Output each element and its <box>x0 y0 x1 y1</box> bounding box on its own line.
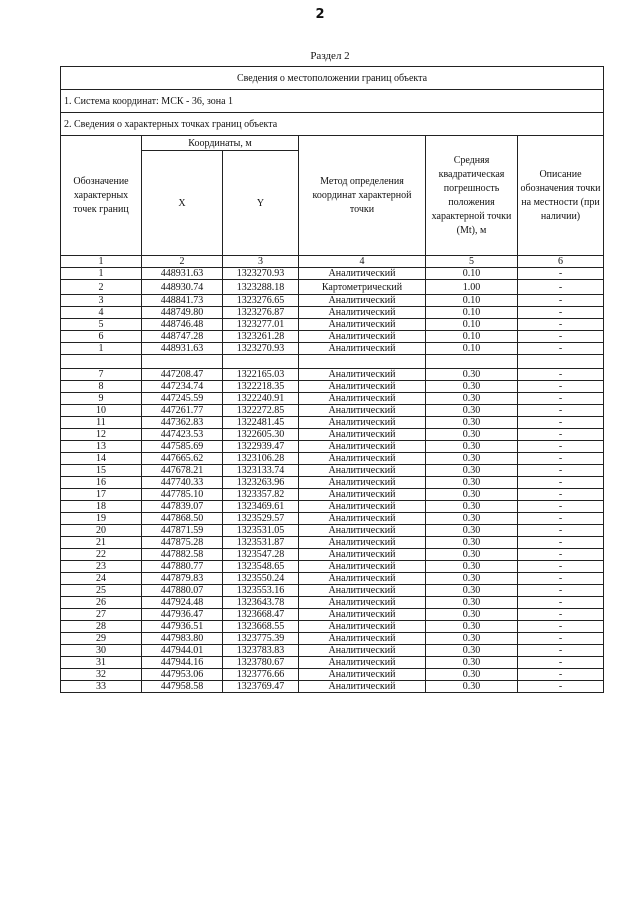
table-row <box>61 429 604 441</box>
cell-method: Аналитический <box>299 393 426 405</box>
table-row <box>61 319 604 331</box>
cell-point-id: 19 <box>61 513 142 525</box>
cell-x: 447839.07 <box>142 501 223 513</box>
cell-description: - <box>518 669 604 681</box>
cell-method: Аналитический <box>299 465 426 477</box>
cell-point-id: 17 <box>61 489 142 501</box>
cell-point-id: 32 <box>61 669 142 681</box>
cell-method: Аналитический <box>299 585 426 597</box>
header-description: Описание обозначения точки на местности (при наличии) <box>518 136 604 256</box>
cell-description: - <box>518 280 604 295</box>
cell-description: - <box>518 441 604 453</box>
cell-x: 447880.77 <box>142 561 223 573</box>
cell-accuracy: 0.10 <box>426 295 518 307</box>
cell-method: Аналитический <box>299 561 426 573</box>
cell-method: Аналитический <box>299 513 426 525</box>
section-label: Раздел 2 <box>310 50 350 62</box>
cell-accuracy: 0.10 <box>426 307 518 319</box>
cell-accuracy: 0.10 <box>426 319 518 331</box>
column-number: 4 <box>299 256 426 268</box>
cell-x: 447868.50 <box>142 513 223 525</box>
cell-x: 447944.16 <box>142 657 223 669</box>
cell-accuracy: 0.30 <box>426 369 518 381</box>
table-row <box>61 561 604 573</box>
cell-method: Аналитический <box>299 657 426 669</box>
cell-accuracy: 0.30 <box>426 393 518 405</box>
cell-point-id: 29 <box>61 633 142 645</box>
cell-y: 1323529.57 <box>223 513 299 525</box>
cell-y: 1323780.67 <box>223 657 299 669</box>
cell-accuracy: 0.30 <box>426 441 518 453</box>
cell-y: 1323263.96 <box>223 477 299 489</box>
cell-y: 1323548.65 <box>223 561 299 573</box>
table-row <box>61 525 604 537</box>
cell-accuracy: 1.00 <box>426 280 518 295</box>
cell-point-id: 30 <box>61 645 142 657</box>
cell-y: 1323550.24 <box>223 573 299 585</box>
table-row <box>61 331 604 343</box>
cell-x: 447678.21 <box>142 465 223 477</box>
cell-y: 1322605.30 <box>223 429 299 441</box>
cell-description: - <box>518 429 604 441</box>
cell-description: - <box>518 657 604 669</box>
cell-accuracy: 0.30 <box>426 489 518 501</box>
cell-accuracy: 0.30 <box>426 405 518 417</box>
table-row <box>61 585 604 597</box>
cell-accuracy: 0.30 <box>426 669 518 681</box>
cell-accuracy: 0.10 <box>426 268 518 280</box>
header-method: Метод определения координат характерной точки <box>299 136 426 256</box>
cell-accuracy: 0.30 <box>426 573 518 585</box>
table-row <box>61 268 604 280</box>
cell-accuracy <box>426 355 518 369</box>
cell-accuracy: 0.30 <box>426 453 518 465</box>
cell-description: - <box>518 537 604 549</box>
header-y: Y <box>223 151 299 256</box>
cell-point-id: 33 <box>61 681 142 693</box>
cell-method: Аналитический <box>299 669 426 681</box>
cell-x: 447880.07 <box>142 585 223 597</box>
cell-method: Аналитический <box>299 633 426 645</box>
cell-y: 1323643.78 <box>223 597 299 609</box>
cell-method: Аналитический <box>299 331 426 343</box>
cell-description: - <box>518 307 604 319</box>
cell-x: 447740.33 <box>142 477 223 489</box>
cell-point-id: 21 <box>61 537 142 549</box>
cell-accuracy: 0.30 <box>426 513 518 525</box>
cell-y: 1323769.47 <box>223 681 299 693</box>
table-row <box>61 381 604 393</box>
cell-method: Аналитический <box>299 429 426 441</box>
cell-accuracy: 0.30 <box>426 501 518 513</box>
cell-method: Аналитический <box>299 417 426 429</box>
cell-method: Аналитический <box>299 453 426 465</box>
cell-method: Аналитический <box>299 369 426 381</box>
table-row <box>61 355 604 369</box>
table-row <box>61 645 604 657</box>
cell-point-id: 4 <box>61 307 142 319</box>
cell-y: 1323776.66 <box>223 669 299 681</box>
cell-x: 447362.83 <box>142 417 223 429</box>
cell-accuracy: 0.30 <box>426 381 518 393</box>
cell-y: 1323277.01 <box>223 319 299 331</box>
cell-x: 447882.58 <box>142 549 223 561</box>
cell-x: 447936.51 <box>142 621 223 633</box>
cell-x: 448746.48 <box>142 319 223 331</box>
cell-x: 447944.01 <box>142 645 223 657</box>
cell-point-id: 20 <box>61 525 142 537</box>
cell-x: 447234.74 <box>142 381 223 393</box>
cell-y: 1323553.16 <box>223 585 299 597</box>
cell-description: - <box>518 343 604 355</box>
cell-description: - <box>518 549 604 561</box>
cell-x: 447208.47 <box>142 369 223 381</box>
cell-y: 1323357.82 <box>223 489 299 501</box>
table-row <box>61 369 604 381</box>
cell-point-id: 3 <box>61 295 142 307</box>
cell-accuracy: 0.30 <box>426 681 518 693</box>
cell-y: 1323276.87 <box>223 307 299 319</box>
cell-accuracy: 0.30 <box>426 633 518 645</box>
table-row <box>61 393 604 405</box>
cell-method: Аналитический <box>299 549 426 561</box>
cell-accuracy: 0.10 <box>426 343 518 355</box>
cell-description: - <box>518 405 604 417</box>
cell-y: 1322218.35 <box>223 381 299 393</box>
cell-method: Аналитический <box>299 681 426 693</box>
column-number: 3 <box>223 256 299 268</box>
cell-description: - <box>518 295 604 307</box>
cell-y: 1322165.03 <box>223 369 299 381</box>
cell-accuracy: 0.30 <box>426 477 518 489</box>
cell-accuracy: 0.30 <box>426 417 518 429</box>
cell-y: 1322481.45 <box>223 417 299 429</box>
cell-accuracy: 0.10 <box>426 331 518 343</box>
table-row <box>61 343 604 355</box>
cell-method: Аналитический <box>299 645 426 657</box>
points-heading: 2. Сведения о характерных точках границ объекта <box>61 113 604 136</box>
cell-y: 1323270.93 <box>223 343 299 355</box>
cell-accuracy: 0.30 <box>426 525 518 537</box>
cell-x: 447245.59 <box>142 393 223 405</box>
cell-point-id: 8 <box>61 381 142 393</box>
cell-accuracy: 0.30 <box>426 609 518 621</box>
cell-x: 447585.69 <box>142 441 223 453</box>
cell-method: Аналитический <box>299 405 426 417</box>
table-row <box>61 477 604 489</box>
cell-method: Аналитический <box>299 441 426 453</box>
cell-point-id: 31 <box>61 657 142 669</box>
cell-x: 447261.77 <box>142 405 223 417</box>
cell-description: - <box>518 621 604 633</box>
cell-description: - <box>518 453 604 465</box>
cell-description: - <box>518 645 604 657</box>
cell-method: Аналитический <box>299 501 426 513</box>
cell-y: 1323261.28 <box>223 331 299 343</box>
cell-y: 1322240.91 <box>223 393 299 405</box>
cell-y: 1323276.65 <box>223 295 299 307</box>
cell-point-id: 1 <box>61 268 142 280</box>
table-row <box>61 465 604 477</box>
cell-description: - <box>518 597 604 609</box>
cell-method: Аналитический <box>299 489 426 501</box>
cell-accuracy: 0.30 <box>426 597 518 609</box>
cell-accuracy: 0.30 <box>426 621 518 633</box>
cell-description: - <box>518 319 604 331</box>
table-row <box>61 669 604 681</box>
cell-y: 1323668.47 <box>223 609 299 621</box>
cell-description: - <box>518 561 604 573</box>
cell-y: 1323469.61 <box>223 501 299 513</box>
table-row <box>61 513 604 525</box>
cell-x: 448747.28 <box>142 331 223 343</box>
cell-method: Аналитический <box>299 319 426 331</box>
cell-point-id: 10 <box>61 405 142 417</box>
cell-description: - <box>518 585 604 597</box>
cell-y: 1323531.87 <box>223 537 299 549</box>
table-row <box>61 597 604 609</box>
header-accuracy: Средняя квадратическая погрешность положения характерной точки (Mt), м <box>426 136 518 256</box>
cell-point-id: 9 <box>61 393 142 405</box>
cell-x: 448931.63 <box>142 268 223 280</box>
cell-point-id: 24 <box>61 573 142 585</box>
cell-description: - <box>518 513 604 525</box>
cell-x: 447875.28 <box>142 537 223 549</box>
table-row <box>61 489 604 501</box>
table-row <box>61 633 604 645</box>
cell-method <box>299 355 426 369</box>
cell-y: 1323106.28 <box>223 453 299 465</box>
table-row <box>61 621 604 633</box>
cell-description: - <box>518 465 604 477</box>
cell-x: 448930.74 <box>142 280 223 295</box>
table-row <box>61 417 604 429</box>
table-row <box>61 657 604 669</box>
cell-x: 447958.58 <box>142 681 223 693</box>
cell-description: - <box>518 417 604 429</box>
cell-point-id: 7 <box>61 369 142 381</box>
cell-point-id: 11 <box>61 417 142 429</box>
cell-description: - <box>518 609 604 621</box>
page-number: 2 <box>315 7 325 22</box>
cell-method: Аналитический <box>299 609 426 621</box>
cell-point-id: 14 <box>61 453 142 465</box>
cell-point-id: 6 <box>61 331 142 343</box>
cell-description: - <box>518 633 604 645</box>
cell-x: 448931.63 <box>142 343 223 355</box>
cell-x: 447953.06 <box>142 669 223 681</box>
cell-description: - <box>518 573 604 585</box>
cell-accuracy: 0.30 <box>426 549 518 561</box>
table-row <box>61 501 604 513</box>
cell-x <box>142 355 223 369</box>
cell-method: Аналитический <box>299 381 426 393</box>
cell-y: 1323775.39 <box>223 633 299 645</box>
table-title: Сведения о местоположении границ объекта <box>61 67 604 90</box>
cell-y: 1323547.28 <box>223 549 299 561</box>
cell-point-id: 15 <box>61 465 142 477</box>
cell-x: 447936.47 <box>142 609 223 621</box>
cell-x: 447785.10 <box>142 489 223 501</box>
cell-point-id: 2 <box>61 280 142 295</box>
header-designation: Обозначение характерных точек границ <box>61 136 142 256</box>
cell-point-id: 28 <box>61 621 142 633</box>
cell-y: 1323288.18 <box>223 280 299 295</box>
boundary-points-table <box>60 66 604 693</box>
cell-y: 1323133.74 <box>223 465 299 477</box>
cell-point-id: 12 <box>61 429 142 441</box>
cell-y: 1322939.47 <box>223 441 299 453</box>
cell-description: - <box>518 477 604 489</box>
table-row <box>61 441 604 453</box>
cell-x: 447924.48 <box>142 597 223 609</box>
cell-description: - <box>518 331 604 343</box>
cell-method: Аналитический <box>299 525 426 537</box>
cell-accuracy: 0.30 <box>426 645 518 657</box>
cell-x: 448841.73 <box>142 295 223 307</box>
cell-description: - <box>518 393 604 405</box>
cell-point-id: 16 <box>61 477 142 489</box>
table-row <box>61 549 604 561</box>
cell-method: Аналитический <box>299 343 426 355</box>
column-number: 2 <box>142 256 223 268</box>
cell-method: Картометрический <box>299 280 426 295</box>
table-row <box>61 681 604 693</box>
cell-method: Аналитический <box>299 621 426 633</box>
table-row <box>61 537 604 549</box>
cell-method: Аналитический <box>299 597 426 609</box>
cell-y: 1323668.55 <box>223 621 299 633</box>
table-row <box>61 573 604 585</box>
cell-y: 1322272.85 <box>223 405 299 417</box>
cell-x: 447871.59 <box>142 525 223 537</box>
table-row <box>61 295 604 307</box>
cell-accuracy: 0.30 <box>426 465 518 477</box>
cell-method: Аналитический <box>299 477 426 489</box>
cell-accuracy: 0.30 <box>426 429 518 441</box>
column-number: 1 <box>61 256 142 268</box>
cell-x: 447665.62 <box>142 453 223 465</box>
cell-point-id: 18 <box>61 501 142 513</box>
cell-point-id: 13 <box>61 441 142 453</box>
table-row <box>61 405 604 417</box>
cell-accuracy: 0.30 <box>426 561 518 573</box>
cell-method: Аналитический <box>299 537 426 549</box>
cell-method: Аналитический <box>299 268 426 280</box>
cell-point-id <box>61 355 142 369</box>
table-row <box>61 307 604 319</box>
table-row <box>61 280 604 295</box>
cell-accuracy: 0.30 <box>426 537 518 549</box>
cell-x: 447423.53 <box>142 429 223 441</box>
column-number: 6 <box>518 256 604 268</box>
cell-point-id: 25 <box>61 585 142 597</box>
cell-method: Аналитический <box>299 573 426 585</box>
cell-y: 1323783.83 <box>223 645 299 657</box>
table-body <box>61 268 604 693</box>
cell-description <box>518 355 604 369</box>
header-coordinates: Координаты, м <box>142 136 299 151</box>
table-row <box>61 609 604 621</box>
cell-description: - <box>518 268 604 280</box>
cell-y: 1323270.93 <box>223 268 299 280</box>
cell-accuracy: 0.30 <box>426 585 518 597</box>
cell-point-id: 26 <box>61 597 142 609</box>
cell-point-id: 27 <box>61 609 142 621</box>
cell-x: 448749.80 <box>142 307 223 319</box>
cell-description: - <box>518 489 604 501</box>
cell-method: Аналитический <box>299 295 426 307</box>
cell-description: - <box>518 381 604 393</box>
coordinate-system: 1. Система координат: МСК - 36, зона 1 <box>61 90 604 113</box>
cell-point-id: 22 <box>61 549 142 561</box>
cell-description: - <box>518 681 604 693</box>
cell-x: 447983.80 <box>142 633 223 645</box>
table-row <box>61 453 604 465</box>
header-x: X <box>142 151 223 256</box>
cell-point-id: 23 <box>61 561 142 573</box>
cell-description: - <box>518 501 604 513</box>
cell-y: 1323531.05 <box>223 525 299 537</box>
cell-point-id: 1 <box>61 343 142 355</box>
cell-method: Аналитический <box>299 307 426 319</box>
cell-description: - <box>518 525 604 537</box>
cell-x: 447879.83 <box>142 573 223 585</box>
column-number: 5 <box>426 256 518 268</box>
cell-accuracy: 0.30 <box>426 657 518 669</box>
cell-y <box>223 355 299 369</box>
cell-point-id: 5 <box>61 319 142 331</box>
cell-description: - <box>518 369 604 381</box>
